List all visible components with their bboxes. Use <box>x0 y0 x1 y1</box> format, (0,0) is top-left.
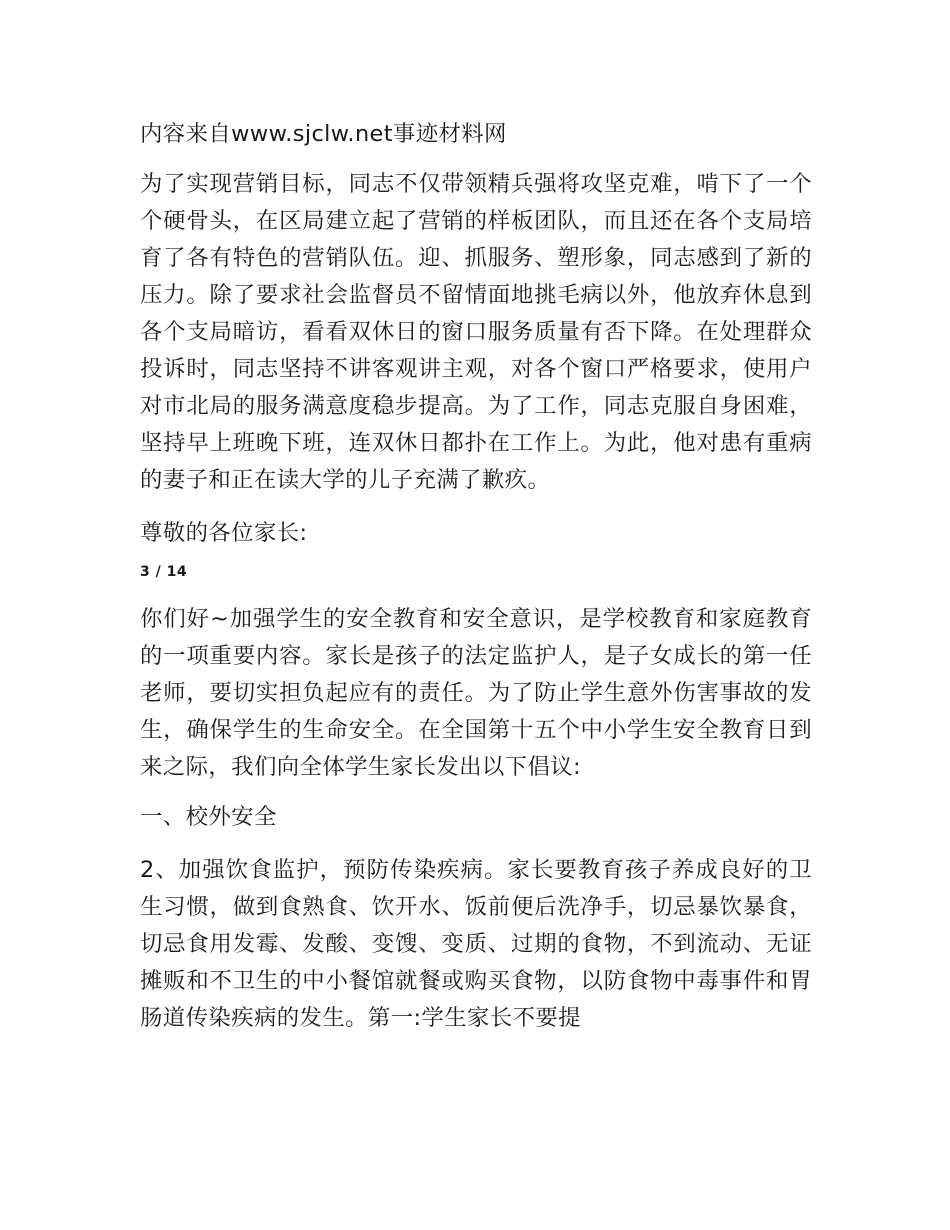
document-page <box>140 116 812 1037</box>
letter-greeting: 尊敬的各位家长: <box>140 520 308 546</box>
section-heading-off-campus-safety: 一、校外安全 <box>140 804 277 830</box>
source-line: 内容来自www.sjclw.net事迹材料网 <box>140 121 507 147</box>
page-number: 3 / 14 <box>140 564 188 580</box>
body-paragraph-safety-intro: 你们好~加强学生的安全教育和安全意识，是学校教育和家庭教育的一项重要内容。家长是孩子的法定监护人，是子女成长的第一任老师，要切实担负起应有的责任。为了防止学生意外伤害事故的发生，确保学生的生命安全。在全国第十五个中小学生安全教育日到来之际，我们向全体学生家长发出以下倡议: <box>140 606 812 780</box>
body-paragraph-marketing: 为了实现营销目标，同志不仅带领精兵强将攻坚克难，啃下了一个个硬骨头，在区局建立起了营销的样板团队，而且还在各个支局培育了各有特色的营销队伍。迎、抓服务、塑形象，同志感到了新的压力。除了要求社会监督员不留情面地挑毛病以外，他放弃休息到各个支局暗访，看看双休日的窗口服务质量有否下降。在处理群众投诉时，同志坚持不讲客观讲主观，对各个窗口严格要求，使用户对市北局的服务满意度稳步提高。为了工作，同志克服自身困难，坚持早上班晚下班，连双休日都扑在工作上。为此，他对患有重病的妻子和正在读大学的儿子充满了歉疚。 <box>140 171 812 493</box>
body-paragraph-food-safety: 2、加强饮食监护，预防传染疾病。家长要教育孩子养成良好的卫生习惯，做到食熟食、饮开水、饭前便后洗净手，切忌暴饮暴食，切忌食用发霉、发酸、变馊、变质、过期的食物，不到流动、无证摊贩和不卫生的中小餐馆就餐或购买食物，以防食物中毒事件和胃肠道传染疾病的发生。第一:学生家长不要提 <box>140 857 812 1031</box>
